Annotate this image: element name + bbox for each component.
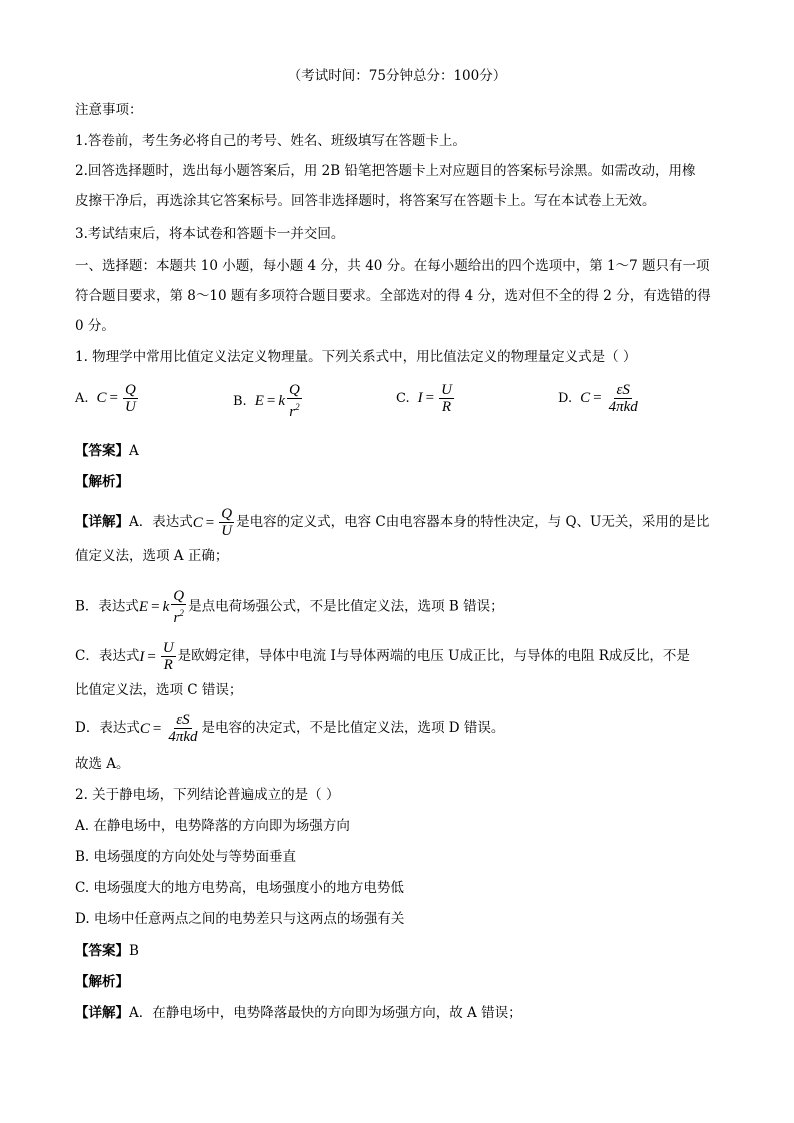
equals-sign: = [205, 514, 215, 531]
q1-option-a [75, 382, 140, 415]
q2-option-c: C. 电场强度大的地方电势高，电场强度小的地方电势低 [75, 880, 404, 896]
q1-detail-b-exp: 2 [179, 608, 184, 618]
q1-detail-b-pre: B．表达式 [75, 598, 139, 615]
q1-detail-d [75, 712, 504, 745]
q1-conclusion: 故选 A。 [75, 756, 130, 772]
equals-sign: = [151, 599, 160, 615]
q2-option-d: D. 电场中任意两点之间的电势差只与这两点的场强有关 [75, 911, 405, 927]
q1-detail-c [75, 640, 690, 673]
q1-detail-a-lhs: C [192, 514, 203, 531]
q2-analysis-tag: 【解析】 [75, 974, 129, 990]
q1-detail-b-k: k [162, 599, 170, 615]
q1-option-b-num: Q [289, 382, 300, 398]
q1-detail-a-formula [193, 506, 236, 539]
q1-option-b-den-wrap [287, 399, 301, 420]
q1-options [75, 382, 725, 426]
q1-detail-c-post: 是欧姆定律，导体中电流 I与导体两端的电压 U成正比，与导体的电阻 R成反比，不是 [177, 648, 690, 664]
q1-option-c-den: R [441, 399, 452, 415]
q2-stem: 2. 关于静电场，下列结论普遍成立的是（ ） [75, 787, 340, 803]
q1-detail-c-pre: C．表达式 [75, 648, 140, 664]
equals-sign: = [147, 648, 156, 665]
q1-option-d-lhs: C [580, 390, 591, 406]
q1-detail-d-formula [140, 712, 202, 745]
q1-option-b-exp: 2 [295, 402, 300, 412]
q1-option-b-label: B. [233, 393, 247, 409]
q1-option-a-num: Q [125, 382, 136, 398]
q1-detail-d-post: 是电容的决定式，不是比值定义法，选项 D 错误。 [201, 720, 505, 736]
q1-detail-b-num: Q [173, 588, 185, 604]
equals-sign: = [425, 390, 435, 406]
q2-detail-a-text: A．在静电场中，电势降落最快的方向即为场强方向，故 A 错误； [129, 1005, 522, 1021]
q1-option-c-label: C. [396, 391, 410, 406]
q2-detail-tag: 【详解】 [75, 1005, 129, 1021]
q1-detail-a-line2: 值定义法，选项 A 正确； [75, 548, 229, 564]
q1-detail-a-fraction [219, 506, 234, 539]
q2-option-b: B. 电场强度的方向处处与等势面垂直 [75, 849, 297, 865]
q1-detail-c-lhs: I [139, 648, 145, 665]
note-item-3: 3.考试结束后，将本试卷和答题卡一并交回。 [75, 226, 345, 242]
q2-option-a: A. 在静电场中，电势降落的方向即为场强方向 [75, 818, 350, 834]
q1-answer [75, 441, 139, 461]
q1-detail-tag: 【详解】 [75, 514, 129, 530]
q1-detail-d-pre: D．表达式 [75, 720, 140, 736]
q1-answer-tag: 【答案】 [75, 443, 129, 459]
q1-detail-a-den: U [221, 523, 233, 539]
q1-option-b-fraction [287, 382, 302, 420]
q1-answer-value: A [129, 443, 139, 459]
q1-option-b-k: k [278, 392, 285, 409]
q1-option-b [233, 382, 304, 420]
q1-detail-b [75, 588, 504, 626]
q1-detail-b-post: 是点电荷场强公式，不是比值定义法，选项 B 错误； [188, 598, 504, 615]
q1-option-d-fraction [607, 382, 640, 415]
q1-option-c-lhs: I [417, 390, 423, 406]
q1-option-d [558, 382, 642, 415]
q1-option-b-den: r [289, 404, 296, 420]
q1-option-a-label: A. [75, 391, 89, 406]
q1-stem: 1. 物理学中常用比值定义法定义物理量。下列关系式中，用比值法定义的物理量定义式是（ ） [75, 349, 637, 365]
note-item-2-cont: 皮擦干净后，再选涂其它答案标号。回答非选择题时，将答案写在答题卡上。写在本试卷上无效。 [75, 193, 656, 209]
q2-answer-tag: 【答案】 [75, 943, 129, 959]
section1-intro-3: 0 分。 [75, 318, 115, 334]
q1-detail-b-den: r [173, 610, 180, 626]
q1-detail-b-fraction [171, 588, 186, 626]
q1-detail-a [75, 506, 709, 539]
q1-detail-c-line2: 比值定义法，选项 C 错误； [75, 682, 243, 698]
q1-option-a-den: U [125, 399, 136, 415]
q1-detail-d-lhs: C [139, 720, 150, 737]
q1-detail-a-post: 是电容的定义式，电容 C由电容器本身的特性决定，与 Q、U无关，采用的是比 [236, 514, 710, 530]
note-item-2: 2.回答选择题时，选出每小题答案后，用 2B 铅笔把答题卡上对应题目的答案标号涂黑。如需改动，用橡 [75, 163, 696, 179]
q1-detail-c-num: U [162, 640, 174, 656]
q1-option-a-lhs: C [96, 390, 107, 406]
q1-option-d-num: εS [616, 382, 630, 398]
q1-option-c [396, 382, 456, 415]
q1-option-a-fraction [123, 382, 138, 415]
q1-detail-c-formula [139, 640, 177, 673]
q1-detail-d-den: 4πkd [168, 729, 198, 745]
q1-detail-b-formula [139, 588, 188, 626]
note-item-1: 1.答卷前，考生务必将自己的考号、姓名、班级填写在答题卡上。 [75, 133, 466, 149]
notes-title: 注意事项： [75, 102, 143, 118]
equals-sign: = [593, 390, 602, 406]
q1-detail-c-fraction [161, 640, 176, 673]
q1-detail-d-num: εS [176, 712, 190, 728]
equals-sign: = [266, 392, 276, 409]
q1-detail-d-fraction [166, 712, 199, 745]
q1-detail-b-lhs: E [138, 599, 149, 615]
q2-answer [75, 941, 139, 961]
equals-sign: = [152, 720, 162, 737]
q1-option-b-lhs: E [254, 392, 264, 409]
q2-answer-value: B [129, 943, 139, 959]
equals-sign: = [109, 390, 119, 406]
q1-detail-b-den-wrap [171, 605, 185, 626]
exam-info: （考试时间：75分钟总分：100分） [287, 68, 507, 84]
q1-option-c-fraction [439, 382, 454, 415]
q1-analysis-tag: 【解析】 [75, 474, 129, 490]
section1-intro-2: 符合题目要求，第 8～10 题有多项符合题目要求。全部选对的得 4 分，选对但不全的得 2 分，有选错的得 [75, 288, 711, 304]
q1-detail-c-den: R [163, 657, 173, 673]
q1-detail-a-num: Q [221, 506, 233, 522]
q1-option-d-label: D. [558, 391, 573, 406]
section1-intro-1: 一、选择题：本题共 10 小题，每小题 4 分，共 40 分。在每小题给出的四个选项中，第 1～7 题只有一项 [75, 258, 710, 274]
q2-detail-a [75, 1003, 522, 1023]
q1-option-d-den: 4πkd [608, 399, 638, 415]
q1-detail-a-pre: A．表达式 [129, 514, 193, 530]
q1-option-c-num: U [441, 382, 452, 398]
